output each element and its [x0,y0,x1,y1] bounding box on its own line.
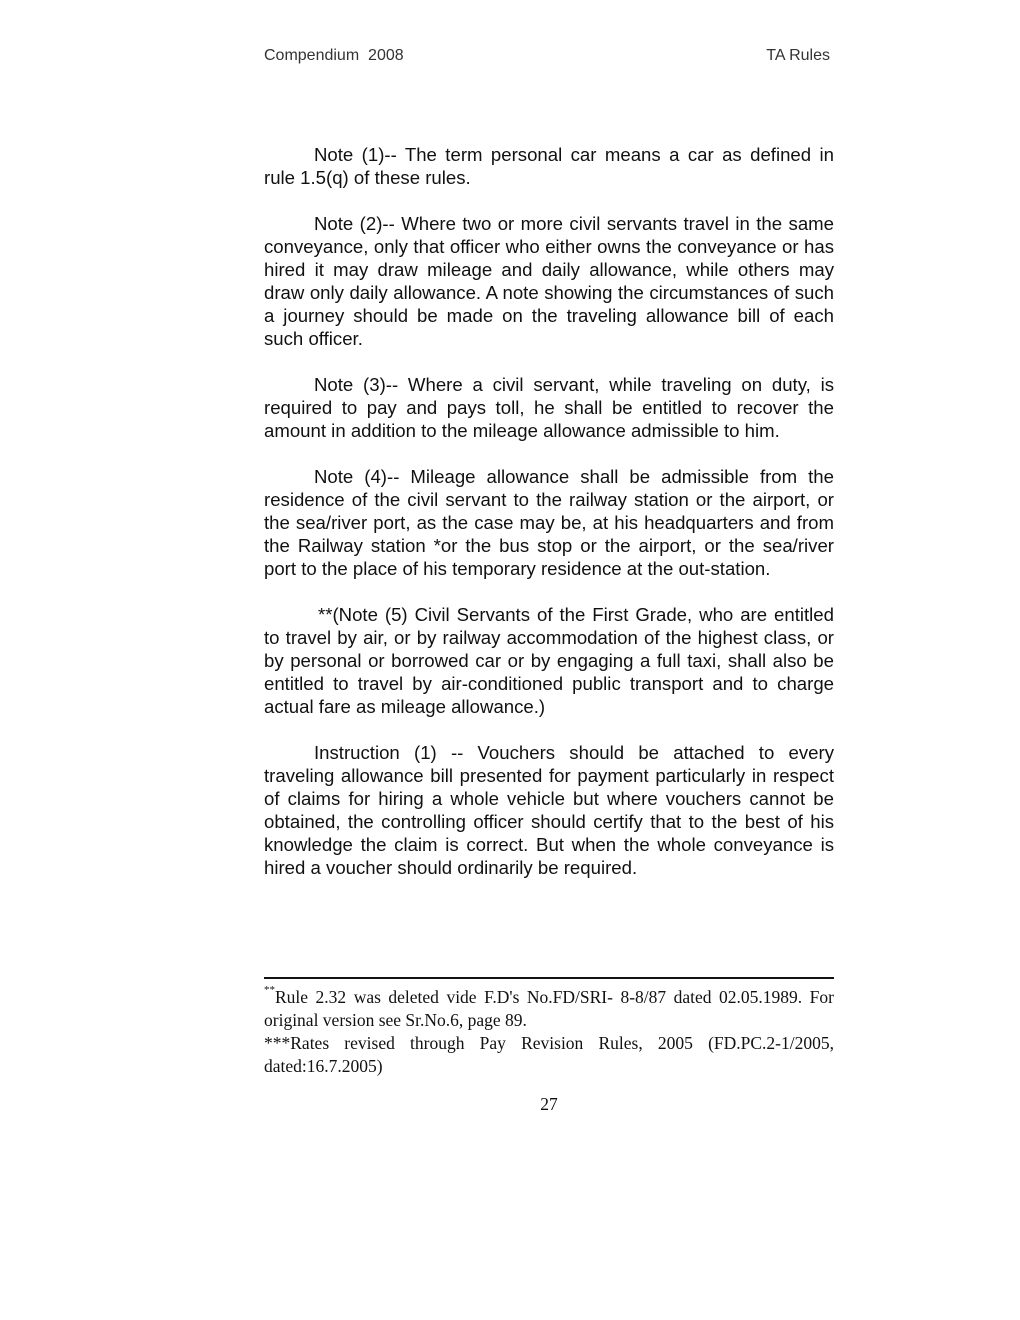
footnote-2: ***Rates revised through Pay Revision Rules, 2005 (FD.PC.2-1/2005, dated:16.7.2005) [264,1033,834,1076]
footnote-1-mark: ** [264,984,275,996]
note-4-paragraph: Note (4)-- Mileage allowance shall be admissible from the residence of the civil servant to the railway station or the airport, or the sea/river port, as the case may be, at his headquarters and from the Railway station *or the bus stop or the airport, or the sea/river port to the place of his temporary residence at the out-station. [264,466,834,579]
header-document-title: Compendium 2008 [264,47,404,64]
note-2-paragraph: Note (2)-- Where two or more civil servants travel in the same conveyance, only that officer who either owns the conveyance or has hired it may draw mileage and daily allowance, while others may draw only daily allowance. A note showing the circumstances of such a journey should be made on the traveling allowance bill of each such officer. [264,213,834,349]
footnote-1 [264,986,834,1032]
note-5-paragraph: **(Note (5) Civil Servants of the First Grade, who are entitled to travel by air, or by railway accommodation of the highest class, or by personal or borrowed car or by engaging a full taxi, shall also be entitled to travel by air-conditioned public transport and to charge actual fare as mileage allowance.) [264,604,834,717]
footnote-1-text: Rule 2.32 was deleted vide F.D's No.FD/SRI- 8-8/87 dated 02.05.1989. For original version see Sr.No.6, page 89. [264,987,834,1030]
footnote-divider [264,977,834,979]
note-3-paragraph: Note (3)-- Where a civil servant, while traveling on duty, is required to pay and pays toll, he shall be entitled to recover the amount in addition to the mileage allowance admissible to him. [264,374,834,441]
instruction-1-paragraph: Instruction (1) -- Vouchers should be attached to every traveling allowance bill presented for payment particularly in respect of claims for hiring a whole vehicle but where vouchers cannot be obtained, the controlling officer should certify that to the best of his knowledge the claim is correct. But when the whole conveyance is hired a voucher should ordinarily be required. [264,742,834,878]
footnotes [264,986,834,1078]
header-section-title: TA Rules [766,47,830,64]
main-body-text [264,143,834,902]
page-number: 27 [540,1094,558,1114]
note-1-paragraph: Note (1)-- The term personal car means a car as defined in rule 1.5(q) of these rules. [264,144,834,188]
